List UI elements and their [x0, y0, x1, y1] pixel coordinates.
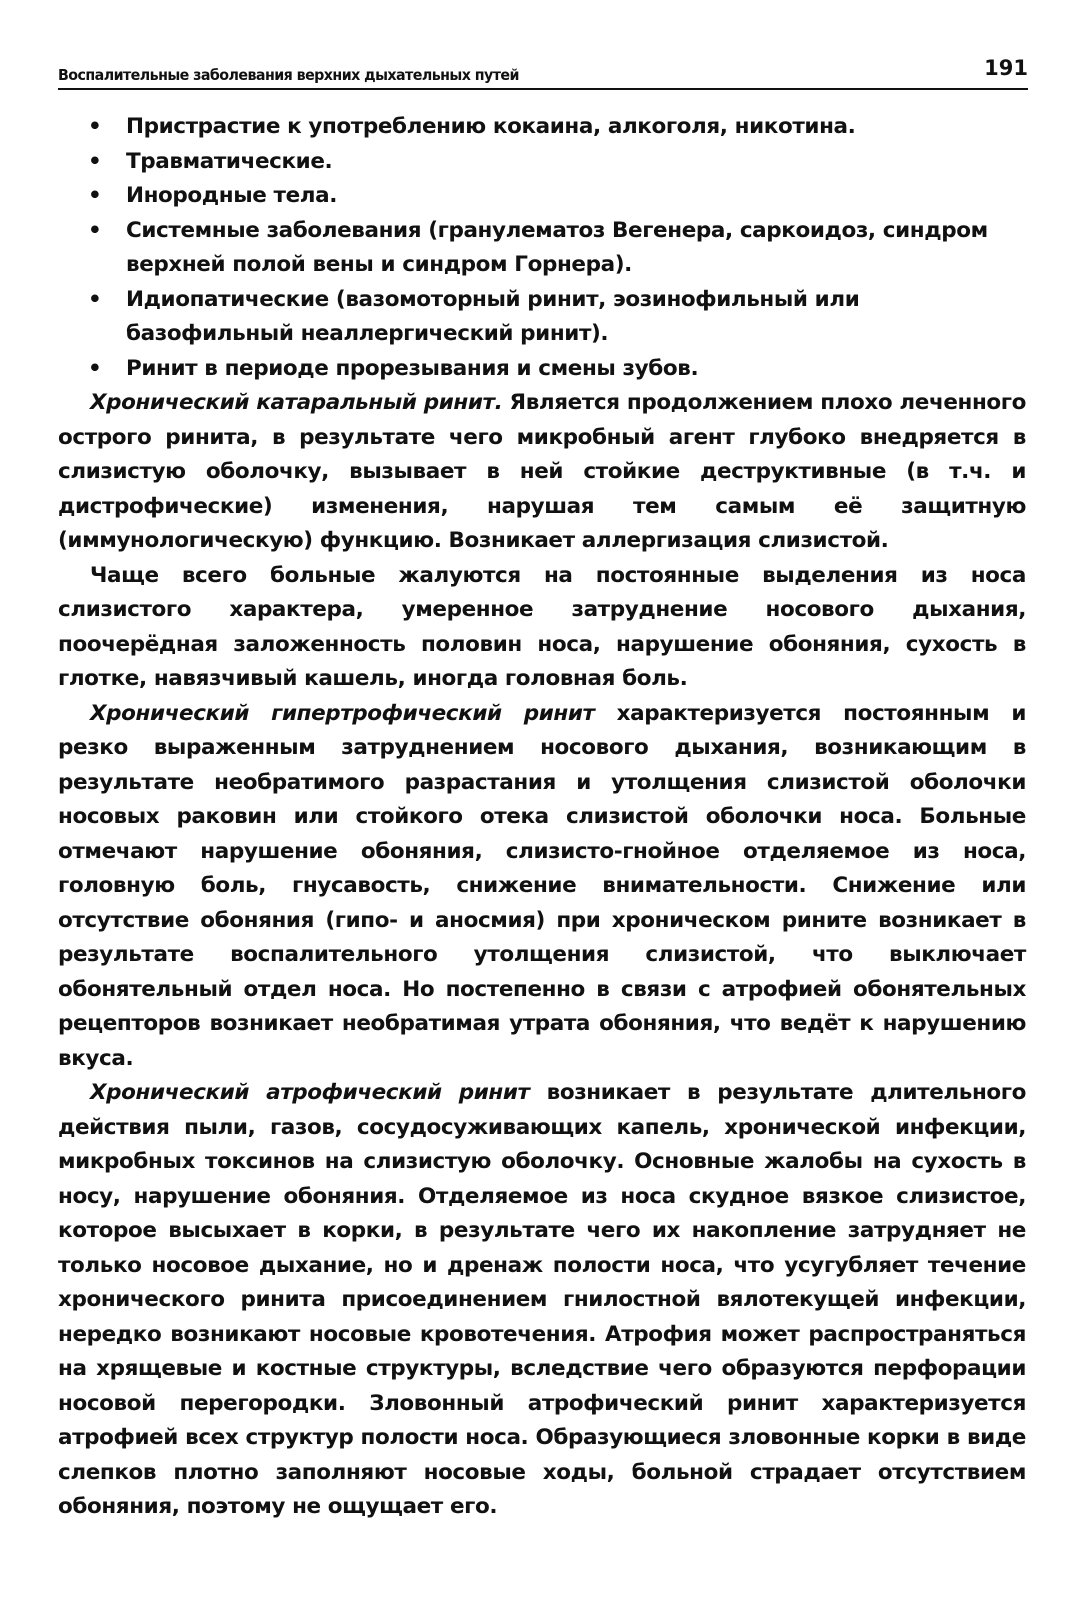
list-item: • Ринит в периоде прорезывания и смены зубов.: [58, 352, 1026, 387]
list-item: • Травматические.: [58, 145, 1026, 180]
paragraph-atrophic-rhinitis: [58, 1076, 1026, 1525]
paragraph-text: возникает в результате длительного действия пыли, газов, сосудосуживающих капель, хронической инфекции, микробных токсинов на слизистую оболочку. Основные жалобы на сухость в носу, нарушение обоняния. Отделяемое из носа скудное вязкое слизистое, которое высыхает в корки, в результате чего их накопление затрудняет не только носовое дыхание, но и дренаж полости носа, что усугубляет течение хронического ринита присоединением гнилостной вялотекущей инфекции, нередко возникают носовые кровотечения. Атрофия может распространяться на хрящевые и костные структуры, вследствие чего образуются перфорации носовой перегородки. Зловонный атрофический ринит характеризуется атрофией всех структур полости носа. Образующиеся зловонные корки в виде слепков плотно заполняют носовые ходы, больной страдает отсутствием обоняния, поэтому не ощущает его.: [58, 1080, 1026, 1519]
running-title: Воспалительные заболевания верхних дыхательных путей: [58, 66, 519, 84]
list-item: • Пристрастие к употреблению кокаина, алкоголя, никотина.: [58, 110, 1026, 145]
paragraph-text: Является продолжением плохо леченного острого ринита, в результате чего микробный агент глубоко внедряется в слизистую оболочку, вызывает в ней стойкие деструктивные (в т.ч. и дистрофические) изменения, нарушая тем самым её защитную (иммунологическую) функцию. Возникает аллергизация слизистой.: [58, 390, 1026, 553]
bullet-list: [58, 110, 1026, 386]
paragraph-text: характеризуется постоянным и резко выраженным затруднением носового дыхания, возникающим в результате необратимого разрастания и утолщения слизистой оболочки носовых раковин или стойкого отека слизистой оболочки носа. Больные отмечают нарушение обоняния, слизисто-гнойное отделяемое из носа, головную боль, гнусавость, снижение внимательности. Снижение или отсутствие обоняния (гипо- и аносмия) при хроническом рините возникает в результате воспалительного утолщения слизистой, что выключает обонятельный отдел носа. Но постепенно в связи с атрофией обонятельных рецепторов возникает необратимая утрата обоняния, что ведёт к нарушению вкуса.: [58, 700, 1026, 1071]
term-heading: Хронический гипертрофический ринит: [90, 700, 595, 726]
page-header: [58, 50, 1028, 90]
term-heading: Хронический атрофический ринит: [90, 1080, 530, 1105]
list-item: • Идиопатические (вазомоторный ринит, эозинофильный или базофильный неаллергический ринит).: [58, 283, 1026, 352]
paragraph-hypertrophic-rhinitis: [58, 697, 1026, 1077]
paragraph-text: Чаще всего больные жалуются на постоянные выделения из носа слизистого характера, умеренное затруднение носового дыхания, поочерёдная заложенность половин носа, нарушение обоняния, сухость в глотке, навязчивый кашель, иногда головная боль.: [58, 562, 1026, 691]
page-number: 191: [984, 56, 1028, 80]
paragraph-symptoms: [58, 559, 1026, 697]
list-item: • Инородные тела.: [58, 179, 1026, 214]
list-item: • Системные заболевания (гранулематоз Вегенера, саркоидоз, синдром верхней полой вены и синдром Горнера).: [58, 214, 1026, 283]
page-content: [58, 110, 1026, 1525]
paragraph-catarrhal-rhinitis: [58, 386, 1026, 559]
term-heading: Хронический катаральный ринит.: [90, 390, 503, 415]
